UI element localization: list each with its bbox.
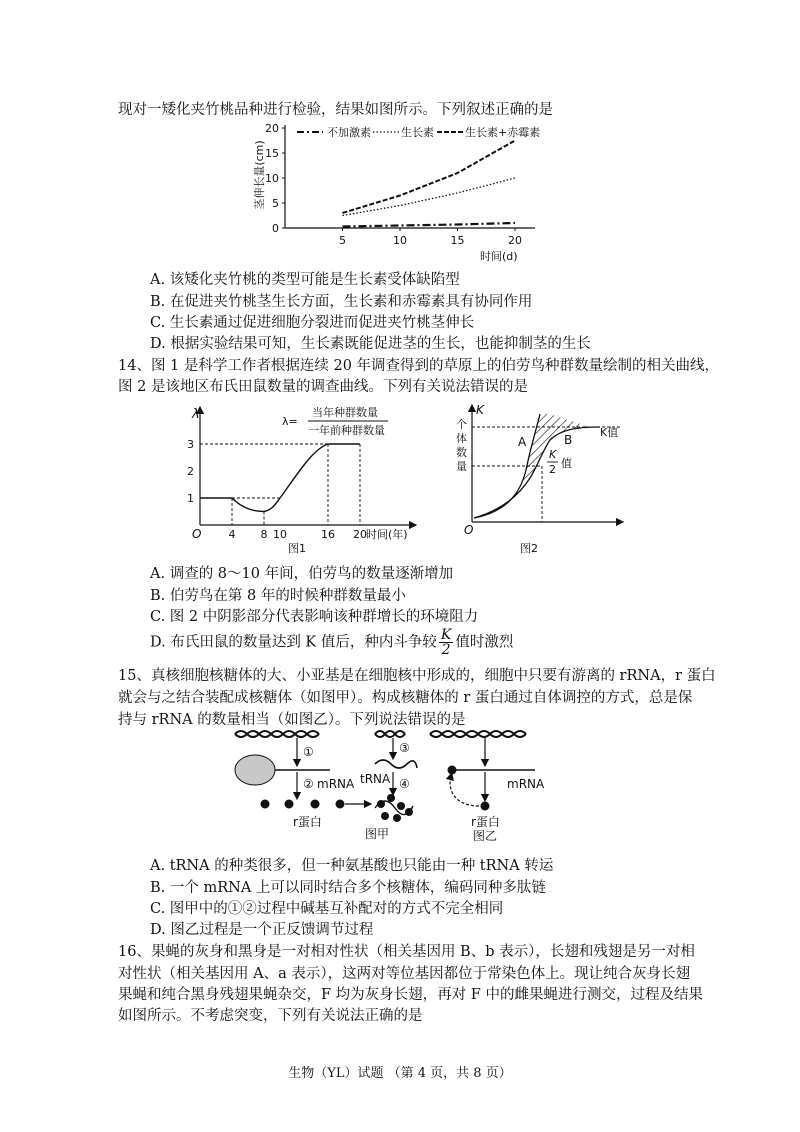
x-tick-label: 20	[353, 528, 367, 541]
x-tick-label: 10	[273, 528, 287, 541]
caption-fig-a: 图甲	[365, 827, 390, 841]
lambda-chart	[188, 400, 428, 560]
protein-dot	[285, 800, 294, 809]
rprotein-dot-b	[481, 802, 490, 811]
fraction-numerator: K	[440, 627, 452, 643]
y-axis-label: 茎伸长量(cm)	[253, 140, 266, 210]
q16-stem-line2: 对性状（相关基因用 A、a 表示），这两对等位基因都位于常染色体上。现让纯合灰身长翅	[118, 966, 691, 982]
half-k-suffix: 值	[561, 457, 572, 470]
figure2-caption: 图2	[520, 542, 538, 555]
step1-label: ①	[303, 745, 314, 759]
x-tick-label: 5	[339, 234, 346, 247]
q14-option-c: C. 图 2 中阴影部分代表影响该种群增长的环境阻力	[150, 609, 479, 625]
formula-numerator: 当年种群数量	[312, 406, 378, 419]
q13-stem: 现对一矮化夹竹桃品种进行检验，结果如图所示。下列叙述正确的是	[118, 102, 553, 118]
formula-lambda: λ=	[282, 415, 298, 428]
x-tick-label: 15	[450, 234, 465, 247]
x-axis-label: 时间(年)	[366, 528, 408, 541]
q15-option-d: D. 图乙过程是一个正反馈调节过程	[150, 922, 374, 938]
legend-none: 不加激素	[327, 126, 371, 139]
legend-auxin: 生长素	[401, 126, 434, 139]
q15-option-c: C. 图甲中的①②过程中碱基互补配对的方式不完全相同	[150, 901, 504, 917]
origin-label: O	[192, 527, 202, 541]
q14-option-d-suffix: 值时激烈	[455, 634, 514, 651]
caption-fig-b: 图乙	[473, 829, 498, 843]
y-tick-label: 3	[187, 438, 194, 451]
assembled-ribosome	[375, 794, 413, 822]
y-tick-label: 0	[272, 222, 279, 235]
q14-option-d	[150, 628, 513, 657]
q15-option-b: B. 一个 mRNA 上可以同时结合多个核糖体，编码同种多肽链	[150, 880, 546, 896]
q16-stem-line1: 16、果蝇的灰身和黑身是一对相对性状（相关基因用 B、b 表示），长翅和残翅是另一对相	[118, 944, 695, 960]
y-tick-label: 10	[265, 172, 279, 185]
q13-option-c: C. 生长素通过促进细胞分裂进而促进夹竹桃茎伸长	[150, 315, 475, 331]
mrna-label-2: mRNA	[507, 777, 545, 791]
fraction-denominator: 2	[441, 642, 451, 658]
protein-dot	[336, 800, 345, 809]
step2-label: ②	[303, 777, 314, 791]
x-axis-label: 时间(d)	[480, 250, 518, 263]
k-axis-label: K	[476, 403, 484, 417]
x-tick-label: 8	[260, 528, 268, 541]
x-tick-label: 4	[228, 528, 236, 541]
q16-stem-line4: 如图所示。不考虑突变，下列有关说法正确的是	[118, 1008, 423, 1024]
trna-label: tRNA	[360, 772, 391, 786]
rrna-strand	[375, 760, 417, 768]
feedback-arrow	[450, 776, 479, 806]
half-k-den: 2	[549, 463, 556, 476]
q14-option-d-prefix: D. 布氏田鼠的数量达到 K 值后，种内斗争较	[150, 634, 437, 651]
q14-stem-line2: 图 2 是该地区布氏田鼠数量的调查曲线。下列有关说法错误的是	[118, 379, 528, 395]
growth-chart	[255, 120, 555, 270]
half-k-num: K	[549, 448, 557, 461]
population-curve-chart	[450, 400, 640, 560]
rprotein-label-1: r蛋白	[293, 815, 322, 829]
legend-both: 生长素+赤霉素	[465, 126, 541, 139]
y-axis-label-3: 数	[456, 446, 467, 459]
k-value-label: K值	[600, 426, 619, 439]
ribosome-diagram	[225, 728, 565, 848]
protein-dot	[311, 800, 320, 809]
q15-option-a: A. tRNA 的种类很多，但一种氨基酸也只能由一种 tRNA 转运	[150, 858, 554, 874]
q14-stem-line1: 14、图 1 是科学工作者根据连续 20 年调查得到的草原上的伯劳鸟种群数量绘制的相关曲线，	[118, 358, 720, 374]
q14-option-b: B. 伯劳鸟在第 8 年的时候种群数量最小	[150, 588, 406, 604]
x-tick-label: 20	[508, 234, 522, 247]
step4-label: ④	[399, 777, 410, 791]
y-tick-label: 5	[272, 197, 279, 210]
formula-denominator: 一年前种群数量	[308, 424, 385, 437]
origin-label: O	[464, 523, 474, 537]
q15-stem-line2: 就会与之结合装配成核糖体（如图甲）。构成核糖体的 r 蛋白通过自体调控的方式，总是保	[118, 690, 693, 706]
y-tick-label: 20	[265, 122, 279, 135]
x-tick-label: 16	[321, 528, 335, 541]
y-tick-label: 1	[187, 492, 194, 505]
q13-option-b: B. 在促进夹竹桃茎生长方面，生长素和赤霉素具有协同作用	[150, 294, 533, 310]
series-line-3	[343, 141, 516, 214]
q13-option-d: D. 根据实验结果可知，生长素既能促进茎的生长，也能抑制茎的生长	[150, 336, 591, 352]
protein-dot	[261, 800, 270, 809]
rprotein-label-2: r蛋白	[471, 815, 500, 829]
series-line-1	[343, 223, 516, 227]
q16-stem-line3: 果蝇和纯合黑身残翅果蝇杂交，F 均为灰身长翅，再对 F 中的雌果蝇进行测交，过程及结果	[118, 987, 703, 1003]
mrna-label-1: mRNA	[317, 777, 355, 791]
k-half-fraction	[439, 628, 453, 657]
y-tick-label: 15	[265, 147, 279, 160]
q15-stem-line1: 15、真核细胞核糖体的大、小亚基是在细胞核中形成的，细胞中只要有游离的 rRNA，r 蛋白	[118, 668, 716, 684]
curve-b-label: B	[564, 433, 573, 447]
q14-option-a: A. 调查的 8～10 年间，伯劳鸟的数量逐渐增加	[150, 566, 454, 582]
q15-stem-line3: 持与 rRNA 的数量相当（如图乙）。下列说法错误的是	[118, 712, 466, 728]
curve-a-label: A	[518, 435, 527, 449]
step3-label: ③	[399, 741, 410, 755]
y-tick-label: 2	[187, 465, 194, 478]
figure1-caption: 图1	[288, 542, 306, 555]
page-footer: 生物（YL）试题 （第 4 页，共 8 页）	[288, 1066, 512, 1081]
ribosome-subunit	[235, 755, 275, 785]
y-axis-label-1: 个	[456, 418, 467, 431]
x-tick-label: 10	[393, 234, 407, 247]
repressor-dot	[448, 766, 457, 775]
lambda-axis-label: λ	[192, 407, 200, 422]
y-axis-label-2: 体	[456, 432, 467, 445]
lambda-curve	[200, 444, 360, 512]
q13-option-a: A. 该矮化夹竹桃的类型可能是生长素受体缺陷型	[150, 272, 460, 288]
y-axis-label-4: 量	[456, 460, 467, 473]
